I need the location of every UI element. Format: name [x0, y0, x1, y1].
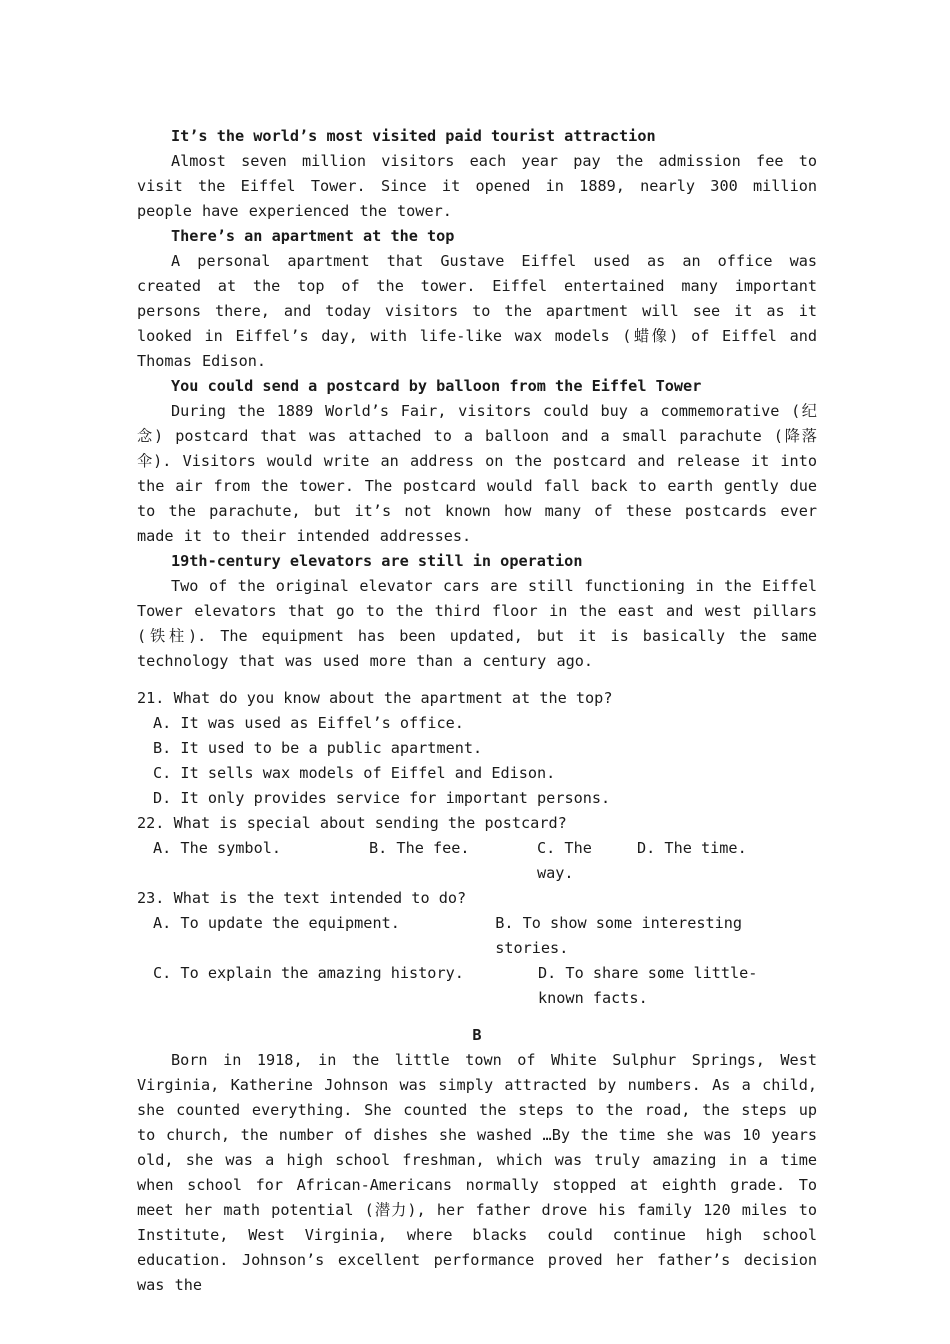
section-b-label: B — [472, 1026, 482, 1044]
question-23-options-ab — [153, 911, 817, 961]
question-22-options — [153, 836, 817, 886]
question-21-stem: 21. What do you know about the apartment at the top? — [137, 689, 613, 707]
section-body-elevators: Two of the original elevator cars are still functioning in the Eiffel Tower elevators that go to the third floor in the east and west pillars (铁柱). The equipment has been updated, but it is basically the same technology that was used more than a century ago. — [137, 577, 817, 670]
question-list — [137, 686, 817, 1011]
question-21-option-a: A. It was used as Eiffel’s office. — [153, 714, 464, 732]
question-21-option-d: D. It only provides service for important persons. — [153, 789, 611, 807]
section-b-body: Born in 1918, in the little town of White Sulphur Springs, West Virginia, Katherine Johnson was simply attracted by numbers. As a child, she counted everything. She counted the steps to the road, the steps up to church, the number of dishes she washed …By the time she was 10 years old, she was a high school freshman, which was truly amazing in a time when school for African-Americans normally stopped at eighth grade. To meet her math potential (潜力), her father drove his family 120 miles to Institute, West Virginia, where blacks could continue high school education. Johnson’s excellent performance proved her father’s decision was the — [137, 1051, 817, 1294]
question-22-option-b: B. The fee. — [369, 839, 470, 857]
question-21-option-b: B. It used to be a public apartment. — [153, 739, 483, 757]
question-22-option-a: A. The symbol. — [153, 839, 282, 857]
question-23-option-b: B. To show some interesting stories. — [495, 914, 743, 957]
question-22-option-c: C. The way. — [537, 839, 592, 882]
section-heading-apartment: There’s an apartment at the top — [171, 227, 455, 245]
question-23-option-a: A. To update the equipment. — [153, 914, 400, 932]
section-heading-postcard: You could send a postcard by balloon from the Eiffel Tower — [171, 377, 702, 395]
section-body-apartment: A personal apartment that Gustave Eiffel used as an office was created at the top of the tower. Eiffel entertained many important persons there, and today visitors to the apartment will see it as it looked in Eiffel’s day, with life-like wax models (蜡像) of Eiffel and Thomas Edison. — [137, 252, 817, 370]
question-23-options-cd — [153, 961, 817, 1011]
section-body-postcard: During the 1889 World’s Fair, visitors could buy a commemorative (纪念) postcard that was attached to a balloon and a small parachute (降落伞). Visitors would write an address on the postcard and release it into the air from the tower. The postcard would fall back to earth gently due to the parachute, but it’s not known how many of these postcards ever made it to their intended addresses. — [137, 402, 817, 545]
document-page — [137, 124, 817, 1298]
question-23-stem: 23. What is the text intended to do? — [137, 889, 467, 907]
question-23-option-c: C. To explain the amazing history. — [153, 964, 464, 982]
question-23-option-d: D. To share some little-known facts. — [538, 964, 758, 1007]
question-22-stem: 22. What is special about sending the postcard? — [137, 814, 567, 832]
question-22-option-d: D. The time. — [637, 839, 747, 857]
section-body-most-visited: Almost seven million visitors each year pay the admission fee to visit the Eiffel Tower. Since it opened in 1889, nearly 300 million people have experienced the tower. — [137, 152, 817, 220]
section-heading-most-visited: It’s the world’s most visited paid tourist attraction — [171, 127, 656, 145]
question-21-option-c: C. It sells wax models of Eiffel and Edison. — [153, 764, 556, 782]
section-heading-elevators: 19th-century elevators are still in operation — [171, 552, 583, 570]
